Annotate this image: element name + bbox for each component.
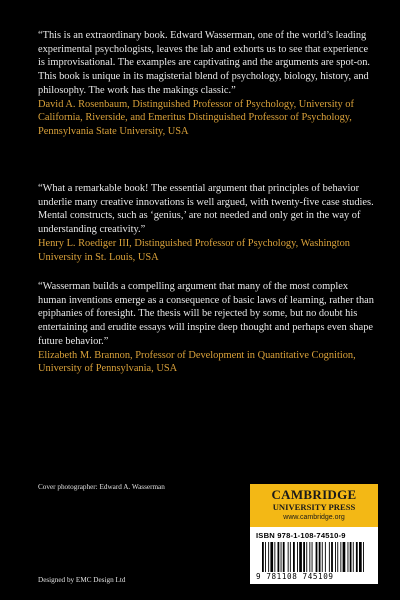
publisher-url: www.cambridge.org — [283, 514, 345, 521]
review-quote-roediger — [38, 182, 374, 264]
publisher-subtitle: UNIVERSITY PRESS — [272, 502, 356, 512]
isbn-barcode-panel — [250, 527, 378, 584]
quote-attribution: David A. Rosenbaum, Distinguished Professor of Psychology, University of California, Riverside, and Emeritus Distinguished Professor of Psychology, Pennsylvania State University, USA — [38, 98, 354, 137]
barcode-digits: 9 781108 745109 — [256, 572, 334, 581]
publisher-name: CAMBRIDGE — [271, 487, 357, 502]
designer-credit: Designed by EMC Design Ltd — [38, 576, 126, 584]
cover-photographer-credit: Cover photographer: Edward A. Wasserman — [38, 483, 165, 491]
quote-text: “This is an extraordinary book. Edward Wasserman, one of the world’s leading experimental psychologists, leaves the lab and exhorts us to see that experience is improvisational. The examples are captivating and the arguments are spot-on. This book is unique in its magisterial blend of psychology, biology, history, and philosophy. The work has the makings classic.” — [38, 30, 371, 96]
barcode-icon — [262, 542, 368, 572]
review-quote-brannon — [38, 280, 374, 376]
isbn-label: ISBN 978-1-108-74510-9 — [256, 531, 346, 540]
publisher-logo-panel — [250, 484, 378, 527]
quote-attribution: Elizabeth M. Brannon, Professor of Development in Quantitative Cognition, University of Pennsylvania, USA — [38, 349, 356, 375]
quote-text: “Wasserman builds a compelling argument that many of the most complex human inventions emerge as a consequence of basic laws of learning, rather than epiphanies of foresight. The thesis will be rejected by some, but no doubt his entertaining and erudite essays will inspire deep thought and perhaps even shape future behavior.” — [38, 281, 374, 347]
quote-attribution: Henry L. Roediger III, Distinguished Professor of Psychology, Washington University in St. Louis, USA — [38, 237, 350, 263]
review-quote-rosenbaum — [38, 29, 374, 139]
quote-text: “What a remarkable book! The essential argument that principles of behavior underlie many creative innovations is well argued, with twenty-five case studies. Mental constructs, such as ‘genius,’ are not needed and only get in the way of understanding creativity.” — [38, 183, 374, 236]
